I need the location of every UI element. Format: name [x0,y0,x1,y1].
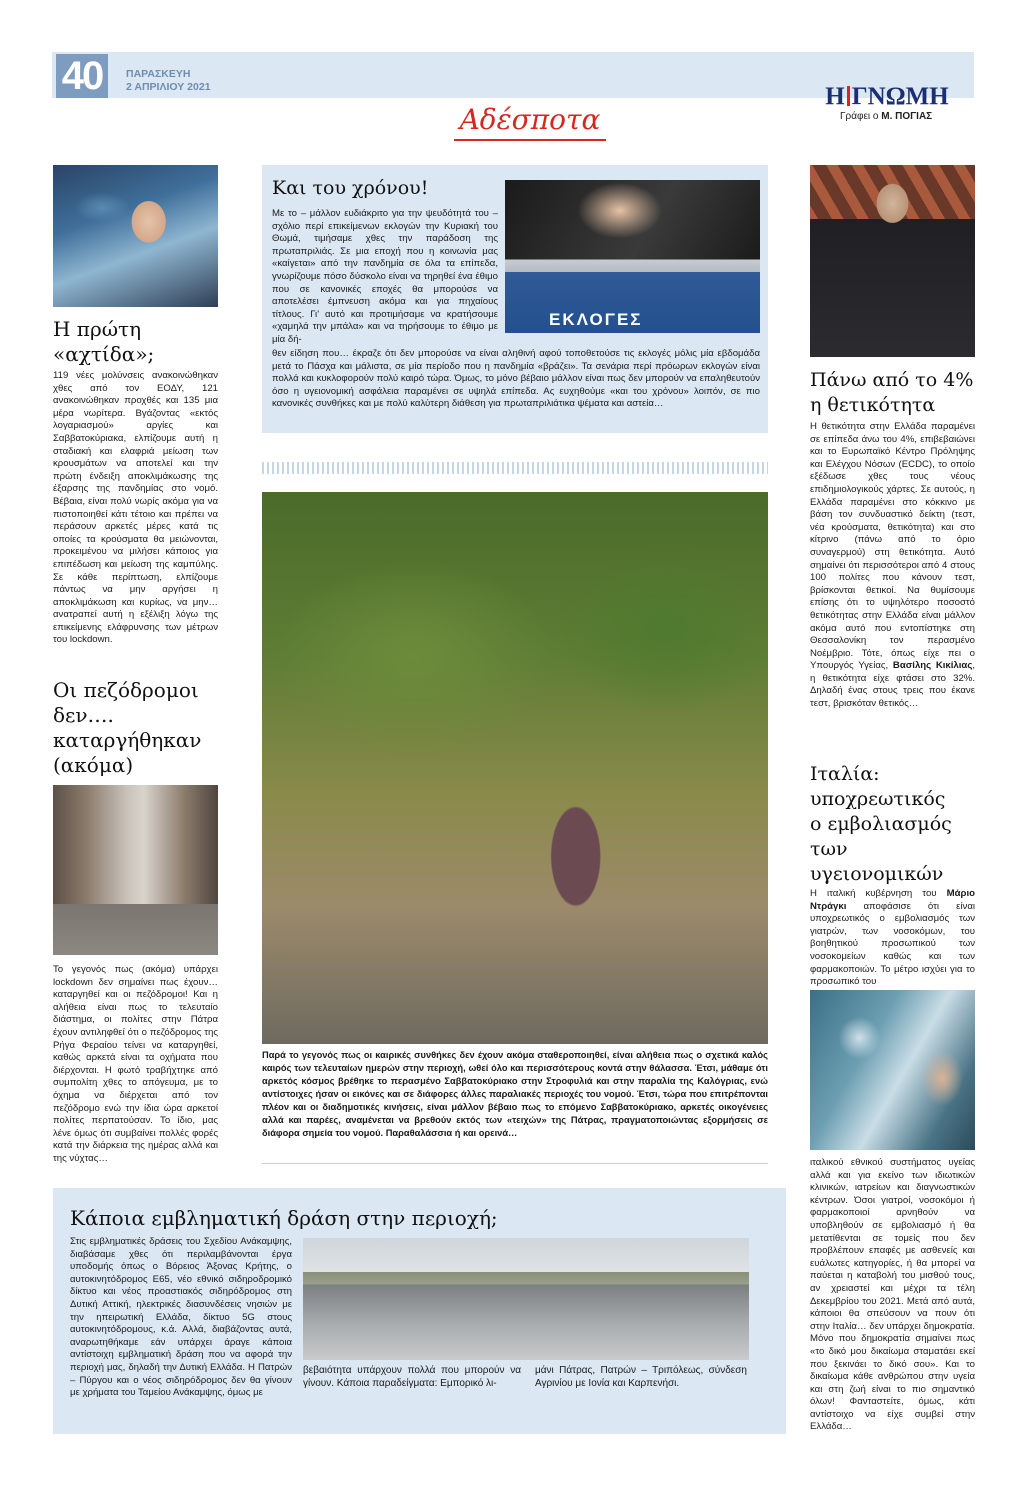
center-bottom-rule [262,1163,768,1164]
left-story2-headline-line: Οι πεζόδρομοι [53,678,199,702]
bottom-body-col3: μάνι Πάτρας, Πατρών – Τριπόλεως, σύνδεση Αγρινίου με Ιονία και Καρπενήσι. [535,1365,747,1389]
left-story2-body: Το γεγονός πως (ακόμα) υπάρχει lockdown δεν σημαίνει πως έχουν… καταργηθεί και οι πεζόδρομοι! Και η αλήθεια είναι πως το τελευταίο διάστημα, οι πολίτες στην Πάτρα έχουν αντιληφθεί ότι ο πεζόδρομος της Ρήγα Φεραίου τείνει να καταργηθεί, καθώς αρκετά είναι τα οχήματα που διέρχονται. Η φωτό τραβήχτηκε από συμπολίτη χθες το απόγευμα, με το όχημα να διέρχεται από τον πεζόδρομο ενώ την ίδια ώρα αρκετοί πολίτες περπατούσαν. Το ίδιο, μας λένε όμως ότι συμβαίνει πολλές φορές κατά την διάρκεια της ημέρας αλλά και της νύχτας… [53,964,218,1164]
right-story2-text-end: αποφάσισε ότι είναι υποχρεωτικός ο εμβολιασμός των γιατρών, των νοσοκόμων, του βοηθητικού προσωπικού των νοσοκομείων καθώς και των φαρμακοποιών. Το μέτρο ισχύει για το προσωπικό του [810,900,976,988]
logo-right: ΓΝΩΜΗ [851,83,949,110]
ballot-box-photo [505,180,760,333]
right-story2-headline-line: υγειονομικών [810,863,944,885]
left-story1-headline: Η πρώτη «αχτίδα»; [53,317,155,366]
section-underline [454,139,606,141]
right-story1-body [810,421,975,711]
forest-photo-caption: Παρά το γεγονός πως οι καιρικές συνθήκες δεν έχουν ακόμα σταθεροποιηθεί, είναι αλήθεια πως ο σχετικά καλός καιρός των τελευταίων ημερών στην περιοχή, ωθεί όλο και περισσότερους κοντά στην θάλασσα. Έτσι, μάθαμε ότι αρκετός κόσμος βρέθηκε το περασμένο Σαββατοκύριακο στην Στροφυλιά και στην παραλία της Καλόγριας, ενώ αντίστοιχες ήσαν οι εικόνες και σε διάφορες άλλες παραλιακές περιοχές του νομού. Έτσι, τώρα που επιτρέπονται πλέον και οι διαδημοτικές κινήσεις, είναι μάλλον βέβαιο πως το επόμενο Σαββατοκύριακο, αρκετές οικογένειες αλλά και παρέες, αναμένεται να βρεθούν εκτός των «τειχών» της Πάτρας, πραγματοποιώντας εξορμήσεις σε διάφορα σημεία του νομού. Παραθαλάσσια ή και ορεινά… [262,1050,768,1138]
right-story1-text-end: , η θετικότητα είχε φτάσει στο 32%. Δηλαδή ένας στους τρεις που έκανε τεστ, βρισκόταν θετικός… [810,660,975,710]
bottom-headline: Κάποια εμβληματική δράση στην περιοχή; [70,1206,498,1230]
left-story2-headline-line: καταργήθηκαν [53,728,202,752]
right-story1-bold-name: Βασίλης Κικίλιας [892,660,973,672]
right-story2-body-continued: ιταλικού εθνικού συστήματος υγείας αλλά και για εκείνο των ιδιωτικών κλινικών, ιατρείων και διαγνωστικών κέντρων. Όσοι γιατροί, νοσοκόμοι ή φαρμακοποιοί αρνηθούν να υποβληθούν σε εμβολιασμό ή θα μετατίθενται σε τομείς που δεν προβλέπουν επαφές με ασθενείς και ευάλωτες κατηγορίες, ή θα μπορεί να παύεται η καταβολή του μισθού τους, αν χρειαστεί και μέχρι τα τέλη Δεκεμβρίου του 2021. Μετά από αυτά, κάποιοι θα σπεύσουν να πουν ότι στην Ιταλία… δεν υπάρχει δημοκρατία. Μόνο που δημοκρατία σημαίνει πως «το δικό μου δικαίωμα σταματάει εκεί που ξεκινάει το δικό σου». Και το δικαίωμα κάθε ανθρώπου στην υγεία και στη ζωή είναι το πιο σημαντικό όλων! Φανταστείτε, όμως, κάτι αντίστοιχο να είχε συμβεί στην Ελλάδα… [810,1157,975,1433]
divider-stripe [262,462,768,474]
right-story2-headline-line: υποχρεωτικός [810,788,946,810]
left-story2-headline-line: (ακόμα) [53,753,134,777]
bottom-body-col2: βεβαιότητα υπάρχουν πολλά που μπορούν να γίνουν. Κάποια παραδείγματα: Εμπορικό λι- [303,1365,521,1389]
ballot-label: ΕΚΛΟΓΕΣ [549,310,643,329]
left-story1-body: 119 νέες μολύνσεις ανακοινώθηκαν χθες από τον ΕΟΔΥ, 121 ανακοινώθηκαν προχθές και 135 μια μέρα νωρίτερα. Βγάζοντας «εκτός λογαριασμού» αργίες και Σαββατοκύριακα, ελπίζουμε αυτή η σταδιακή και ελαφριά μείωση των κρουσμάτων να αποτελεί και την πρώτη ένδειξη αποκλιμάκωσης της έξαρσης της πανδημίας στο νομό. Βέβαια, είναι πολύ νωρίς ακόμα για να πιστοποιηθεί κάτι τέτοιο και πρέπει να περάσουν αρκετές μέρες κατά τις οποίες τα κρούσματα θα μειώνονται, προκειμένου να μιλήσει κάποιος για επιπέδωση και μείωση της καμπύλης. Σε κάθε περίπτωση, ελπίζουμε πάντως να μην αργήσει η αποκλιμάκωση και κυρίως, να μην… ανατραπεί αυτή η εξέλιξη λόγω της επικείμενης ελάφρυνσης των μέτρων του lockdown. [53,370,218,646]
elections-body-wide: θεν είδηση που… έκραζε ότι δεν μπορούσε να είναι αληθινή αφού τοποθετούσε τις εκλογές μόλις μία εβδομάδα μετά το Πάσχα και μάλιστα, σε μία περίοδο που η πανδημία «βράζει». Τα σενάρια περί πρόωρων εκλογών είναι πολλά και κυκλοφορούν πολύ καιρό τώρα. Όμως, το μόνο βέβαιο μάλλον είναι πως δεν μπορούν να επαληθευτούν όσο η υγειονομική ασφάλεια παραμένει σε υψηλά επίπεδα. Ας ευχηθούμε «και του χρόνου» λοιπόν, σε πιο κανονικές συνθήκες και με πολύ καλύτερη διάθεση για πρωταπριλιάτικα ψέματα και αστεία… [272,348,760,410]
elections-headline: Και του χρόνου! [272,177,429,199]
date: 2 ΑΠΡΙΛΙΟΥ 2021 [126,81,211,93]
right-story2-headline-line: Ιταλία: [810,763,880,785]
right-story2-text: Η ιταλική κυβέρνηση του [810,888,937,899]
right-story1-headline-line: Πάνω από το 4% [810,369,974,391]
right-story2-headline [810,762,980,887]
bottom-body-col1: Στις εμβληματικές δράσεις του Σχεδίου Ανάκαμψης, διαβάσαμε χθες ότι περιλαμβάνονται έργα υποδομής όπως ο Βόρειος Άξονας Κρήτης, ο αυτοκινητόδρομος Ε65, νέο εθνικό σιδηροδρομικό δίκτυο και νέος προαστιακός σιδηρόδρομος στη Δυτική Αττική, ηλεκτρικές διασυνδέσεις νησιών με την ηπειρωτική Ελλάδα, δίκτυο 5G στους αυτοκινητόδρομους, κ.ά. Αλλά, διαβάζοντας αυτά, αναρωτηθήκαμε εάν υπάρχει άραγε κάποια αντίστοιχη εμβληματική δράση που να αφορά την περιοχή μας, δηλαδή την Δυτική Ελλάδα. Η Πατρών – Πύργου και ο νέος σιδηρόδρομος δεν θα γίνουν με χρήματα του Ταμείου Ανάκαμψης, όμως με [70,1236,292,1399]
left-story2-headline [53,678,223,778]
elections-body-narrow: Με το – μάλλον ευδιάκριτο για την ψευδότητά του – σχόλιο περί επικείμενων εκλογών την Κυριακή του Θωμά, τιμήσαμε χθες την παράδοση της πρωταπριλιάς. Σε μια εποχή που η κοινωνία μας «καίγεται» από την πανδημία σε όλα τα επίπεδα, γνωρίζουμε πόσο δύσκολο είναι να τηρηθεί ένα έθιμο που σε κανονικές εποχές θα μπορούσε να αποτελέσει έμπνευση ακόμα και για πηχαίους τίτλους. Γι' αυτό και προτιμήσαμε να κρατήσουμε «χαμηλά την μπάλα» και να τηρήσουμε το έθιμο με μία δή- [272,208,498,345]
logo-separator [847,86,850,106]
forest-hikers-photo [262,492,768,1044]
pedestrian-street-photo [53,785,218,955]
weekday: ΠΑΡΑΣΚΕΥΗ [126,68,191,80]
author-line [840,111,932,122]
logo-left: Η [825,83,845,110]
right-story1-headline [810,368,980,418]
right-story2-headline-line: ο εμβολιασμός [810,813,952,835]
left-story2-headline-line: δεν…. [53,703,114,727]
road-works-photo [303,1238,749,1360]
right-story2-headline-line: των [810,838,848,860]
section-title: Αδέσποτα [459,103,601,136]
right-story1-text: Η θετικότητα στην Ελλάδα παραμένει σε επίπεδα άνω του 4%, επιβεβαιώνει και το Ευρωπαϊκό Κέντρο Πρόληψης και Ελέγχου Νόσων (ECDC), το οποίο εξέδωσε χθες τους νέους επιδημιολογικούς χάρτες. Σε αυτούς, η Ελλάδα παραμένει στο κόκκινο με βάση τον συνδυαστικό δείκτη (τεστ, νέα κρούσματα, θετικότητα) και στο κίτρινο (πάνω από το όριο συναγερμού) στη θετικότητα. Αυτό σημαίνει ότι περισσότεροι από 4 στους 100 πολίτες που κάνουν τεστ, βρίσκονται θετικοί. Να θυμίσουμε επίσης ότι το υψηλότερο ποσοστό θετικότητας στην Ελλάδα είναι μάλλον ακόμα αυτό που εντοπίστηκε στη Θεσσαλονίκη τον περασμένο Νοέμβριο. Τότε, όπως είχε πει ο Υπουργός Υγείας, [810,421,975,672]
lab-workers-photo [810,990,975,1150]
right-story2-bold-name: Μάριο Ντράγκι [810,888,975,912]
newspaper-logo [817,83,957,111]
author-name: Μ. ΠΟΓΙΑΣ [881,111,933,122]
author-prefix: Γράφει ο [840,111,879,122]
right-story2-body [810,888,975,989]
covid-testing-photo [53,165,218,307]
right-story1-headline-line: η θετικότητα [810,394,936,416]
page-number: 40 [56,54,108,98]
masked-man-photo [810,165,975,357]
